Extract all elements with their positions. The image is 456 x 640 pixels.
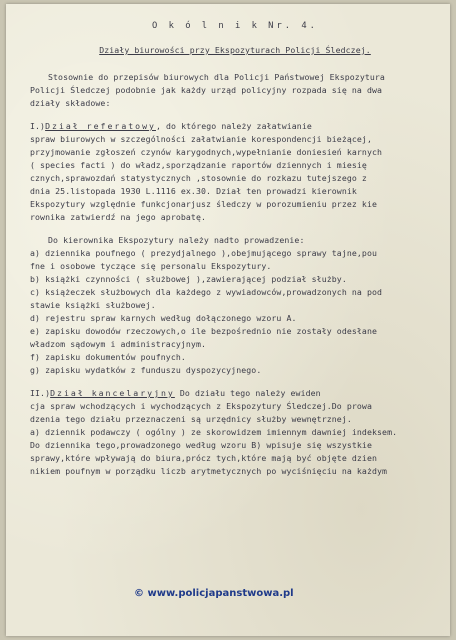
section-2-line: Do dziennika tego,prowadzonego według wzoru B) wpisuje się wszystkie (30, 440, 372, 450)
intro-line: działy składowe: (30, 98, 111, 108)
section-1-line: rownika zatwierdź na jego aprobatę. (30, 212, 207, 222)
list-item: e) zapisku dowodów rzeczowych,o ile bezpośrednio nie zostały odesłane (30, 326, 378, 336)
list-item: fne i osobowe tyczące się personalu Ekspozytury. (30, 261, 272, 271)
list-item: c) książeczek służbowych dla każdego z wywiadowców,prowadzonych na pod (30, 287, 383, 297)
section-2-line: cja spraw wchodzących i wychodzących z Ekspozytury Śledczej.Do prowa (30, 401, 372, 411)
list-item: a) dziennika poufnego ( prezydjalnego ),obejmującego sprawy tajne,pou (30, 248, 378, 258)
section-1-line: cznych,sprawozdań statystycznych ,stosownie do rozkazu tutejszego z (30, 173, 367, 183)
document-body (30, 20, 440, 478)
section-1-line: spraw biurowych w szczególności załatwianie korespondencji bieżącej, (30, 134, 372, 144)
section-2-line: a) dziennik podawczy ( ogólny ) ze skorowidzem imiennym dawniej indeksem. (30, 427, 398, 437)
list-item: stawie książki służbowej. (30, 300, 156, 310)
intro-line: Stosownie do przepisów biurowych dla Policji Państwowej Ekspozytura (48, 72, 385, 82)
document-title: O k ó l n i k Nr. 4. (152, 21, 318, 31)
list-item: g) zapisku wydatków z funduszu dyspozycyjnego. (30, 365, 262, 375)
section-2-marker: II.) (30, 388, 51, 398)
intro-line: Policji Śledczej podobnie jak każdy urząd policyjny rozpada się na dwa (30, 85, 383, 95)
section-2-line: nikiem poufnym w porządku liczb arytmetycznych po wyciśnięciu na każdym (30, 466, 388, 476)
section-1-first-line (30, 120, 440, 133)
section-1-line: przyjmowanie zgłoszeń czynów karygodnych,wypełnianie doniesień karnych (30, 147, 383, 157)
section-2-line: sprawy,które wpływają do biura,prócz tych,które mają być objęte dzien (30, 453, 378, 463)
section-1-line: ( species facti ) do władz,sporządzanie raportów dziennych i miesię (30, 160, 367, 170)
section-1-heading: Dział referatowy (45, 121, 156, 131)
section-2-line: dzenia tego działu przeznaczeni są urzędnicy służby wewnętrznej. (30, 414, 352, 424)
section-1-line: dnia 25.listopada 1930 L.1116 ex.30. Dział ten prowadzi kierownik (30, 186, 357, 196)
document-page (6, 4, 450, 636)
section-1-marker: I.) (30, 121, 46, 131)
section-2-first-line (30, 387, 440, 400)
list-intro: Do kierownika Ekspozytury należy nadto prowadzenie: (48, 235, 305, 245)
list-item: f) zapisku dokumentów poufnych. (30, 352, 186, 362)
list-item: b) książki czynności ( służbowej ),zawierającej podział służby. (30, 274, 347, 284)
document-subtitle: Działy biurowości przy Ekspozyturach Policji Śledczej. (99, 45, 371, 55)
section-1-line: Ekspozytury względnie funkcjonarjusz śledczy w porozumieniu przez kie (30, 199, 378, 209)
list-item: d) rejestru spraw karnych według dołączonego wzoru A. (30, 313, 297, 323)
section-1-line: , do którego należy załatwianie (155, 121, 312, 131)
section-2-line: Do działu tego należy ewiden (174, 388, 321, 398)
copyright-watermark: © www.policjapanstwowa.pl (134, 588, 294, 599)
section-2-heading: Dział kancelaryjny (50, 388, 175, 398)
list-item: władzom sądowym i administracyjnym. (30, 339, 207, 349)
